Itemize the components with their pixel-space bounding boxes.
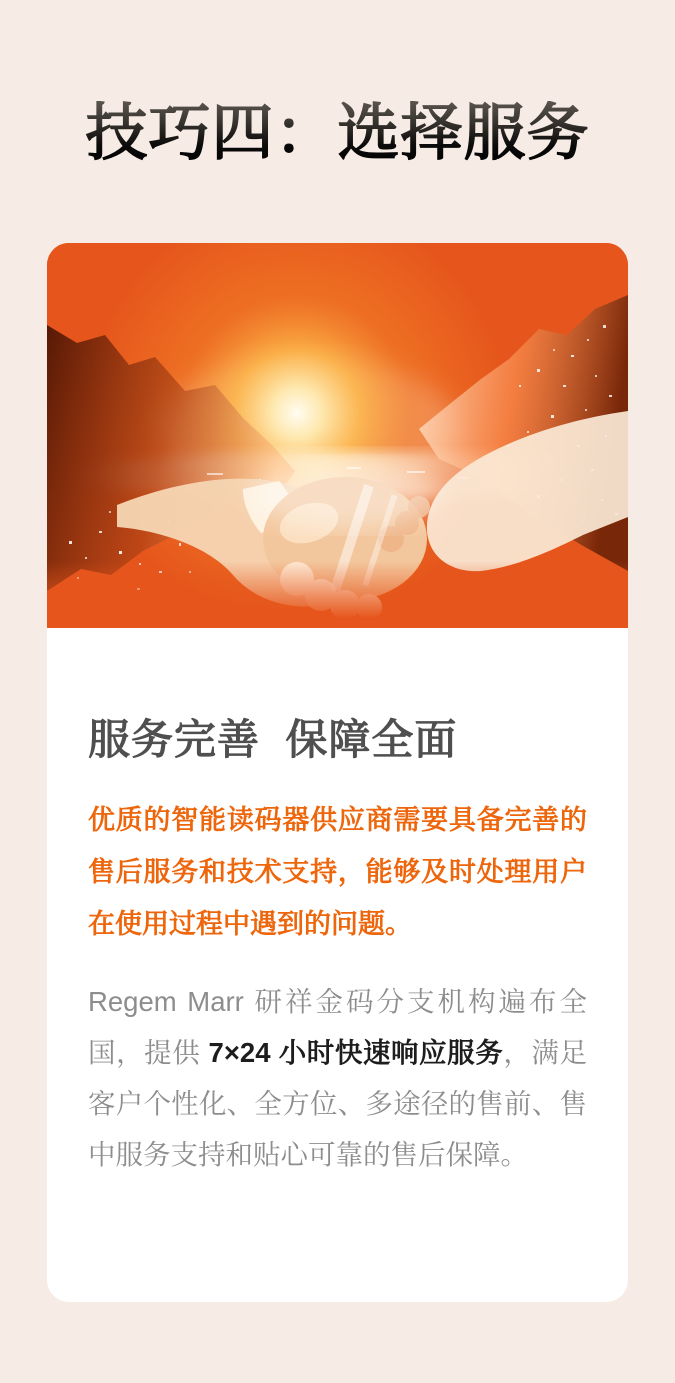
content-card <box>47 243 628 1302</box>
body-text-prefix: Regem Marr 研祥金码分支机构遍布全国，提供 <box>88 986 587 1069</box>
card-body <box>47 628 628 1180</box>
section-heading: 服务完善 保障全面 <box>88 716 458 763</box>
body-paragraph <box>88 976 587 1180</box>
handshake-cityscape-illustration <box>47 243 628 628</box>
hero-image <box>47 243 628 628</box>
body-text-suffix: ，满足客户个性化、全方位、多途径的售前、售中服务支持和贴心可靠的售后保障。 <box>88 1037 588 1171</box>
body-text-bold: 7×24 小时快速响应服务 <box>208 1037 504 1069</box>
highlight-paragraph: 优质的智能读码器供应商需要具备完善的售后服务和技术支持，能够及时处理用户在使用过程中遇到的问题。 <box>88 805 587 940</box>
page-title: 技巧四：选择服务 <box>0 101 675 166</box>
